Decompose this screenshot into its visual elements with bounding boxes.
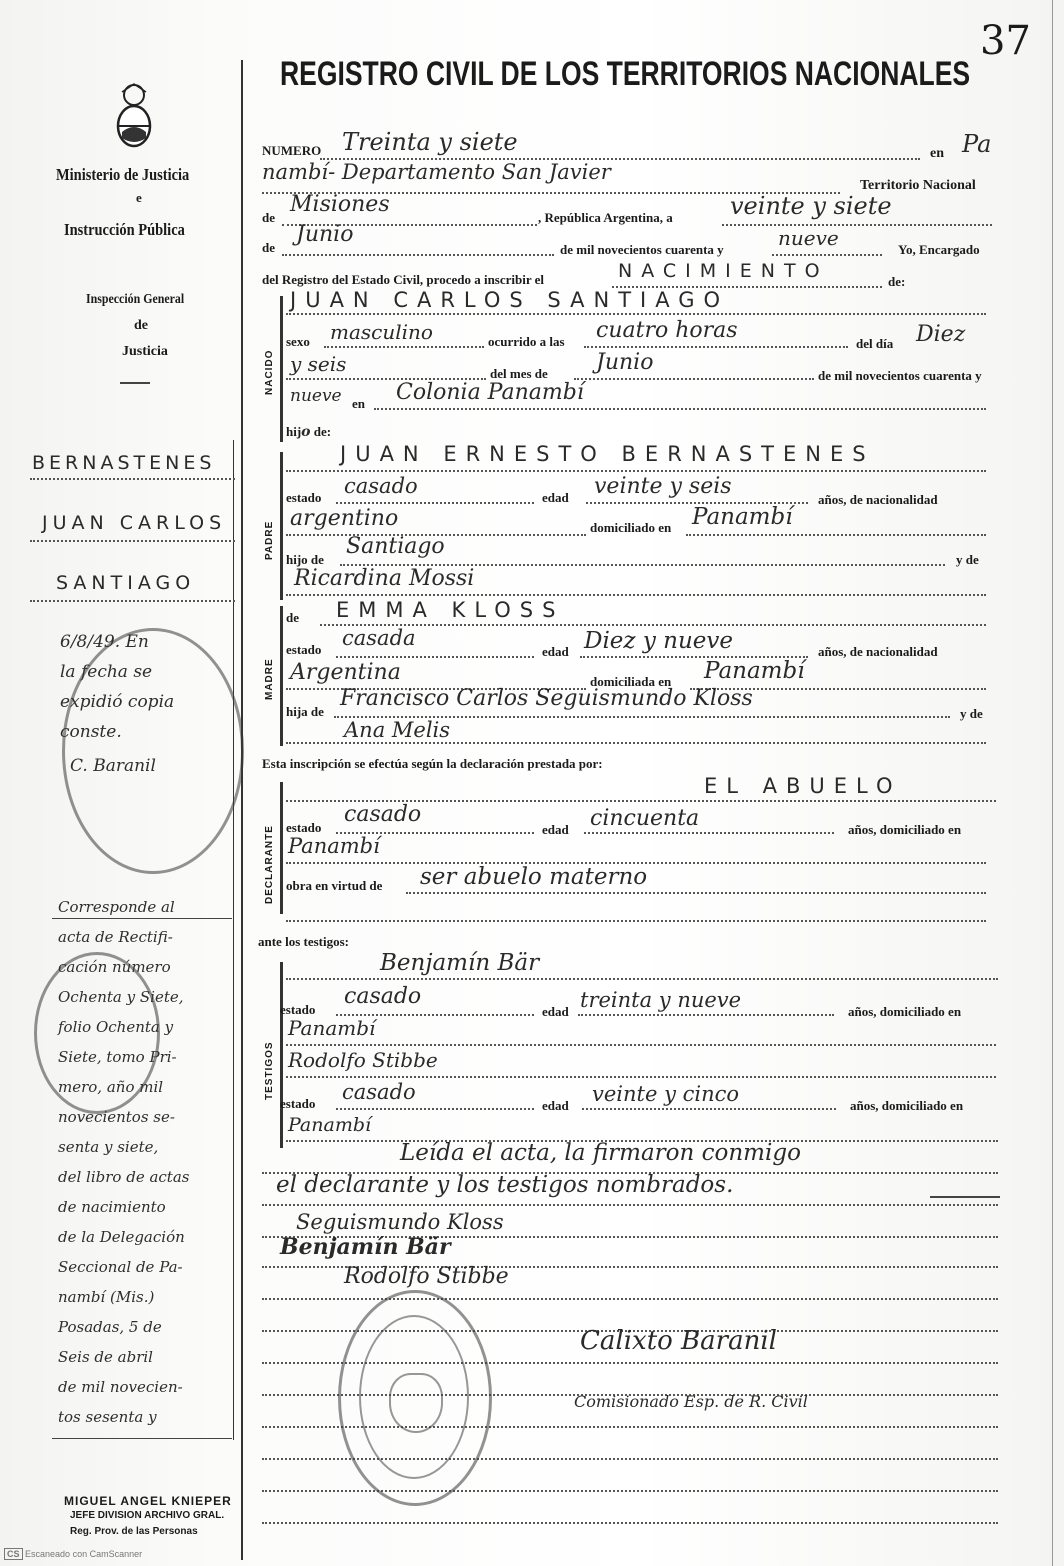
section-bracket xyxy=(280,452,283,600)
fill-line xyxy=(262,1298,998,1300)
label-estado: estado xyxy=(286,490,322,505)
fill-line xyxy=(286,920,986,922)
section-bracket xyxy=(280,296,283,442)
signature-bar: Benjamín Bär xyxy=(280,1234,451,1260)
label-anos-dom: años, domiciliado en xyxy=(848,822,962,837)
divider xyxy=(120,382,150,384)
entry-madre-nac: Argentina xyxy=(290,660,401,685)
fill-line xyxy=(30,600,235,602)
entry-testigo1: Benjamín Bär xyxy=(380,950,540,976)
label-domiciliada: domiciliada en xyxy=(590,674,672,689)
label-estado: estado xyxy=(286,820,322,835)
entry-madre-madre: Ana Melis xyxy=(344,718,451,742)
margin-note2-line: de nacimiento xyxy=(58,1198,166,1216)
fill-line xyxy=(262,1522,998,1524)
fill-line xyxy=(286,742,986,744)
label-anos-dom: años, domiciliado en xyxy=(848,1004,962,1019)
entry-madre: EMMA KLOSS xyxy=(336,598,565,622)
fill-line xyxy=(286,978,998,980)
margin-name-given: JUAN CARLOS xyxy=(42,512,227,534)
label-edad: edad xyxy=(542,490,569,505)
fill-line xyxy=(772,254,882,256)
fill-line xyxy=(584,346,848,348)
margin-note2-line: de la Delegación xyxy=(58,1228,185,1246)
inspection-line2: de xyxy=(134,318,148,333)
entry-padre-nac: argentino xyxy=(290,506,399,531)
entry-testigo2: Rodolfo Stibbe xyxy=(288,1048,438,1072)
stamp-footer-org: Reg. Prov. de las Personas xyxy=(70,1526,198,1537)
entry-padre: JUAN ERNESTO BERNASTENES xyxy=(340,442,875,466)
entry-t1-edad: treinta y nueve xyxy=(580,988,742,1012)
fill-line xyxy=(336,1108,534,1110)
margin-rule-inner xyxy=(233,440,234,1440)
entry-anio2: nueve xyxy=(290,386,342,406)
page-number: 37 xyxy=(980,18,1031,64)
entry-madre-estado: casada xyxy=(342,626,416,650)
entry-decl-obra: ser abuelo materno xyxy=(420,864,648,890)
margin-note2-line: Ochenta y Siete, xyxy=(58,988,184,1006)
entry-t1-estado: casado xyxy=(344,984,422,1009)
label-edad: edad xyxy=(542,1004,569,1019)
fill-line xyxy=(320,624,986,626)
label-mil-novecientos: de mil novecientos cuarenta y xyxy=(560,242,724,257)
side-label-testigos: TESTIGOS xyxy=(264,1041,275,1100)
label-domiciliado: domiciliado en xyxy=(590,520,672,535)
entry-padre-hijo-de: Santiago xyxy=(346,534,445,559)
signature-cargo: Comisionado Esp. de R. Civil xyxy=(574,1392,808,1411)
side-label-padre: PADRE xyxy=(264,520,275,560)
fill-line xyxy=(286,313,986,315)
label-en: en xyxy=(930,146,944,161)
stamp-footer-name: MIGUEL ANGEL KNIEPER xyxy=(64,1494,232,1508)
entry-en: Pa xyxy=(962,130,992,158)
fill-line xyxy=(578,1014,834,1016)
fill-line xyxy=(722,224,992,226)
margin-rule-h xyxy=(52,1438,232,1439)
margin-note2-line: novecientos se- xyxy=(58,1108,175,1126)
fill-line xyxy=(262,1204,998,1206)
label-hijo-text: hij xyxy=(286,424,302,439)
label-estado: estado xyxy=(280,1096,316,1111)
label-edad: edad xyxy=(542,822,569,837)
fill-line xyxy=(324,346,484,348)
document-title: REGISTRO CIVIL DE LOS TERRITORIOS NACIONALES xyxy=(280,55,971,93)
margin-name-surname: BERNASTENES xyxy=(32,452,216,474)
label-obra: obra en virtud de xyxy=(286,878,383,893)
label-estado: estado xyxy=(286,642,322,657)
section-bracket xyxy=(280,962,283,1148)
margin-note2-line: Posadas, 5 de xyxy=(58,1318,162,1336)
entry-nacido: JUAN CARLOS SANTIAGO xyxy=(290,288,730,312)
coat-of-arms-icon xyxy=(112,82,156,148)
entry-mes: Junio xyxy=(596,350,654,375)
entry-padre-edad: veinte y seis xyxy=(594,474,732,499)
margin-note1-signature: C. Baranil xyxy=(70,756,156,776)
entry-declarante: EL ABUELO xyxy=(704,774,902,798)
fill-line xyxy=(582,1108,836,1110)
label-hija-de: hija de xyxy=(286,704,324,719)
entry-t2-edad: veinte y cinco xyxy=(592,1082,740,1106)
label-sexo: sexo xyxy=(286,334,310,349)
entry-dia-fecha: veinte y siete xyxy=(730,192,892,220)
entry-cierre1: Leída el acta, la firmaron conmigo xyxy=(400,1140,801,1166)
margin-note2-line: Seccional de Pa- xyxy=(58,1258,183,1276)
label-anos-nac: años, de nacionalidad xyxy=(818,492,938,507)
inspection-line1: Inspección General xyxy=(86,292,185,307)
entry-sexo: masculino xyxy=(330,320,433,344)
signature-kloss: Seguismundo Kloss xyxy=(296,1210,504,1234)
side-label-declarante: DECLARANTE xyxy=(264,825,275,904)
label-del-mes: del mes de xyxy=(490,366,548,381)
entry-hijo-sufijo: o xyxy=(301,424,311,440)
ministry-line2: e xyxy=(136,190,142,205)
margin-note1-line: conste. xyxy=(60,722,122,742)
fill-line xyxy=(282,254,554,256)
fill-line xyxy=(286,470,986,472)
label-republica: , República Argentina, a xyxy=(538,210,673,225)
label-testigos: ante los testigos: xyxy=(258,934,349,949)
stamp-footer-role: JEFE DIVISION ARCHIVO GRAL. xyxy=(70,1510,225,1521)
entry-territorio: Misiones xyxy=(290,192,390,217)
label-y-de: y de xyxy=(960,706,983,721)
entry-anio: nueve xyxy=(778,226,839,250)
entry-tipo: NACIMIENTO xyxy=(618,260,829,282)
fill-line xyxy=(374,408,986,410)
entry-padre-estado: casado xyxy=(344,474,418,498)
entry-numero: Treinta y siete xyxy=(342,128,518,156)
label-declaracion: Esta inscripción se efectúa según la declaración prestada por: xyxy=(262,756,603,771)
label-edad: edad xyxy=(542,644,569,659)
fill-line xyxy=(686,534,986,536)
margin-note1-line: expidió copia xyxy=(60,692,175,712)
margin-seal2-icon xyxy=(34,952,160,1114)
side-label-madre: MADRE xyxy=(264,658,275,700)
margin-note2-line: Siete, tomo Pri- xyxy=(58,1048,177,1066)
page-edge xyxy=(1052,0,1053,1566)
margin-name-third: SANTIAGO xyxy=(56,572,196,594)
margin-note2-line: folio Ochenta y xyxy=(58,1018,174,1036)
official-seal-icon xyxy=(338,1290,492,1506)
entry-mes-fecha: Junio xyxy=(296,222,354,247)
margin-seal-icon xyxy=(62,628,244,874)
ministry-line3: Instrucción Pública xyxy=(64,220,185,239)
label-hijo: hijo de: xyxy=(286,424,332,440)
scanner-watermark xyxy=(4,1548,142,1560)
entry-dia2: y seis xyxy=(290,352,347,376)
label-edad: edad xyxy=(542,1098,569,1113)
label-de: de xyxy=(262,240,275,255)
entry-t2-estado: casado xyxy=(342,1080,416,1104)
label-y-de-madre: de xyxy=(286,610,299,625)
label-y-de: y de xyxy=(956,552,979,567)
margin-note2-line: mero, año mil xyxy=(58,1078,164,1096)
margin-note2-line: de mil novecien- xyxy=(58,1378,183,1396)
label-de: de xyxy=(262,210,275,225)
entry-padre-madre: Ricardina Mossi xyxy=(294,566,475,591)
side-label-nacido: NACIDO xyxy=(264,349,275,395)
section-bracket xyxy=(280,782,283,914)
fill-line xyxy=(30,540,235,542)
entry-lugar-nac: Colonia Panambí xyxy=(396,380,584,405)
entry-lugar: nambí- Departamento San Javier xyxy=(262,160,611,184)
fill-line xyxy=(286,1044,996,1046)
entry-t2-dom: Panambí xyxy=(288,1114,372,1136)
entry-decl-dom: Panambí xyxy=(288,834,380,858)
label-territorio: Territorio Nacional xyxy=(860,178,976,193)
margin-note2-line: nambí (Mis.) xyxy=(58,1288,155,1306)
margin-note2-line: del libro de actas xyxy=(58,1168,190,1186)
label-ocurrido: ocurrido a las xyxy=(488,334,565,349)
fill-line xyxy=(262,1490,998,1492)
fill-line xyxy=(336,502,534,504)
entry-madre-dom: Panambí xyxy=(704,658,805,684)
ministry-line1: Ministerio de Justicia xyxy=(56,165,190,184)
section-bracket xyxy=(280,606,283,746)
entry-hora: cuatro horas xyxy=(596,318,738,343)
margin-note2-line: tos sesenta y xyxy=(58,1408,157,1426)
fill-line xyxy=(406,892,986,894)
scanner-note-text: Escaneado con CamScanner xyxy=(25,1549,143,1559)
fill-line xyxy=(336,656,534,658)
entry-madre-hija-de: Francisco Carlos Seguismundo Kloss xyxy=(340,686,753,711)
label-del-registro: del Registro del Estado Civil, procedo a inscribir el xyxy=(262,272,545,287)
fill-line xyxy=(574,378,814,380)
entry-decl-edad: cincuenta xyxy=(590,806,700,831)
label-anos-nac: años, de nacionalidad xyxy=(818,644,938,659)
label-anos-dom: años, domiciliado en xyxy=(850,1098,964,1113)
inspection-line3: Justicia xyxy=(122,344,168,359)
margin-note2-line: cación número xyxy=(58,958,171,976)
entry-cierre2: el declarante y los testigos nombrados. xyxy=(276,1172,734,1198)
fill-line xyxy=(30,478,235,480)
entry-dia: Diez xyxy=(916,322,966,347)
entry-decl-estado: casado xyxy=(344,802,422,827)
signature-baranil: Calixto Baranil xyxy=(580,1326,777,1356)
fill-line xyxy=(286,1076,996,1078)
label-numero: NUMERO xyxy=(262,143,322,158)
margin-note2-line: Corresponde al xyxy=(58,898,175,916)
label-del-dia: del día xyxy=(856,336,894,351)
margin-note2-line: senta y siete, xyxy=(58,1138,159,1156)
label-yo-encargado: Yo, Encargado xyxy=(898,242,980,257)
margin-rule-h xyxy=(52,918,232,919)
fill-line xyxy=(286,594,986,596)
margin-note2-line: acta de Rectifi- xyxy=(58,928,173,946)
label-en2: en xyxy=(352,396,365,411)
margin-note1-line: la fecha se xyxy=(60,662,153,682)
label-mil-novecientos2: de mil novecientos cuarenta y xyxy=(818,368,982,383)
entry-madre-edad: Diez y nueve xyxy=(584,628,733,654)
label-estado: estado xyxy=(280,1002,316,1017)
margin-note1-line: 6/8/49. En xyxy=(60,632,149,652)
entry-t1-dom: Panambí xyxy=(288,1016,376,1040)
end-dash xyxy=(930,1196,1000,1198)
signature-stibbe: Rodolfo Stibbe xyxy=(344,1264,509,1289)
fill-line xyxy=(584,832,834,834)
margin-note2-line: Seis de abril xyxy=(58,1348,153,1366)
margin-rule xyxy=(241,60,243,1560)
scanner-logo-icon: CS xyxy=(4,1548,23,1560)
label-de2: de: xyxy=(888,274,906,289)
entry-padre-dom: Panambí xyxy=(692,504,793,530)
label-hijo-de: hijo de xyxy=(286,552,324,567)
